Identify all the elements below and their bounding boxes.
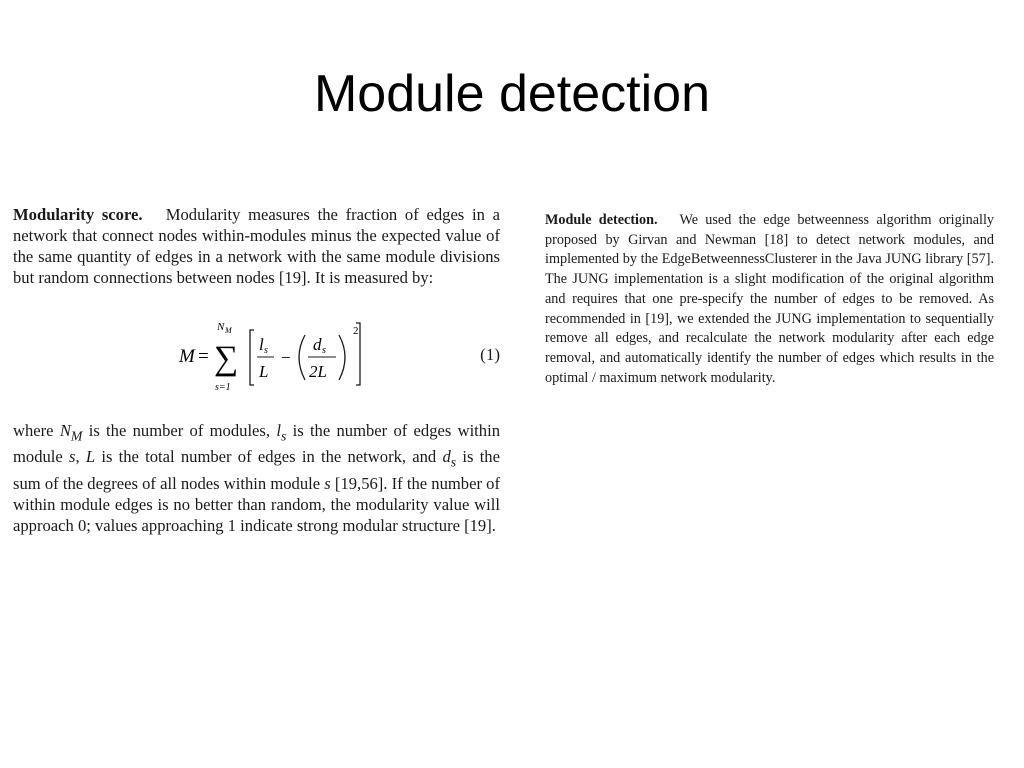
var-d: d — [442, 447, 451, 467]
modularity-score-excerpt — [13, 204, 500, 536]
var-s: s — [69, 447, 76, 467]
modularity-score-heading: Modularity score. — [13, 205, 143, 224]
summation-symbol: ∑ — [214, 340, 239, 377]
equation-lhs: M — [179, 346, 195, 367]
var-l: l — [276, 421, 281, 440]
var-l-sub: s — [280, 428, 287, 444]
p2-text: is the number of edges within module — [13, 421, 500, 467]
fraction1-denominator: L — [259, 362, 269, 381]
p2-text: is the number of modules, — [88, 421, 271, 440]
module-detection-heading: Module detection. — [545, 212, 658, 228]
modularity-equation-row — [13, 306, 500, 402]
modularity-intro-text: Modularity measures the fraction of edges in a network that connect nodes within-modules minus the expected value of the same quantity of edges in a network with the same module divisions but random connections between nodes [19]. It is measured by: — [13, 205, 500, 287]
equation-number: (1) — [480, 345, 500, 364]
fraction1-numerator: l — [259, 335, 264, 354]
module-detection-paragraph — [545, 211, 994, 388]
module-detection-excerpt — [545, 211, 994, 388]
var-N-sub: M — [70, 428, 83, 444]
left-bracket — [250, 330, 254, 385]
fraction2-numerator: d — [313, 335, 322, 354]
sum-upper-limit: N — [217, 321, 225, 333]
fraction2-numerator-sub: s — [322, 345, 326, 356]
p2-text: is the sum of the degrees of all nodes within module — [13, 447, 500, 493]
equation-minus: − — [281, 348, 291, 367]
right-paren — [339, 335, 345, 380]
modularity-equation — [173, 312, 413, 396]
left-paren — [299, 335, 305, 380]
p2-text: , — [75, 447, 80, 467]
equation-exponent: 2 — [353, 325, 359, 337]
module-detection-text: We used the edge betweenness algorithm originally proposed by Girvan and Newman [18] to detect network modules, and implemented by the EdgeBetweennessClusterer in the Java JUNG library [57]. The JUNG implementation is a slight modification of the original algorithm and requires that one pre-specify the number of edges to be removed. As recommended in [19], we extended the JUNG implementation to sequentially remove all edges, and recalculate the network modularity after each edge removal, and automatically identify the number of edges which results in the optimal / maximum network modularity. — [545, 212, 994, 386]
var-d-sub: s — [450, 454, 457, 470]
var-s: s — [324, 473, 331, 493]
var-ls — [276, 421, 287, 444]
fraction2-denominator: 2L — [309, 362, 327, 381]
slide-title: Module detection — [313, 65, 711, 123]
fraction1-numerator-sub: s — [264, 345, 268, 356]
sum-lower-limit: s=1 — [215, 382, 231, 393]
p2-text: where — [13, 421, 54, 440]
var-L: L — [85, 447, 96, 467]
var-N: N — [59, 421, 71, 440]
p2-text: is the total number of edges in the network, and — [101, 447, 437, 467]
var-NM — [59, 421, 83, 444]
modularity-intro-paragraph — [13, 204, 500, 288]
p2-text: [19,56]. If the number of within module edges is no better than random, the modularity value will approach 0; values approaching 1 indicate strong modular structure [19]. — [13, 473, 500, 535]
sum-upper-limit-sub: M — [225, 326, 232, 335]
modularity-definition-paragraph — [13, 420, 500, 536]
equation-equals: = — [198, 346, 209, 367]
var-ds — [442, 447, 457, 470]
